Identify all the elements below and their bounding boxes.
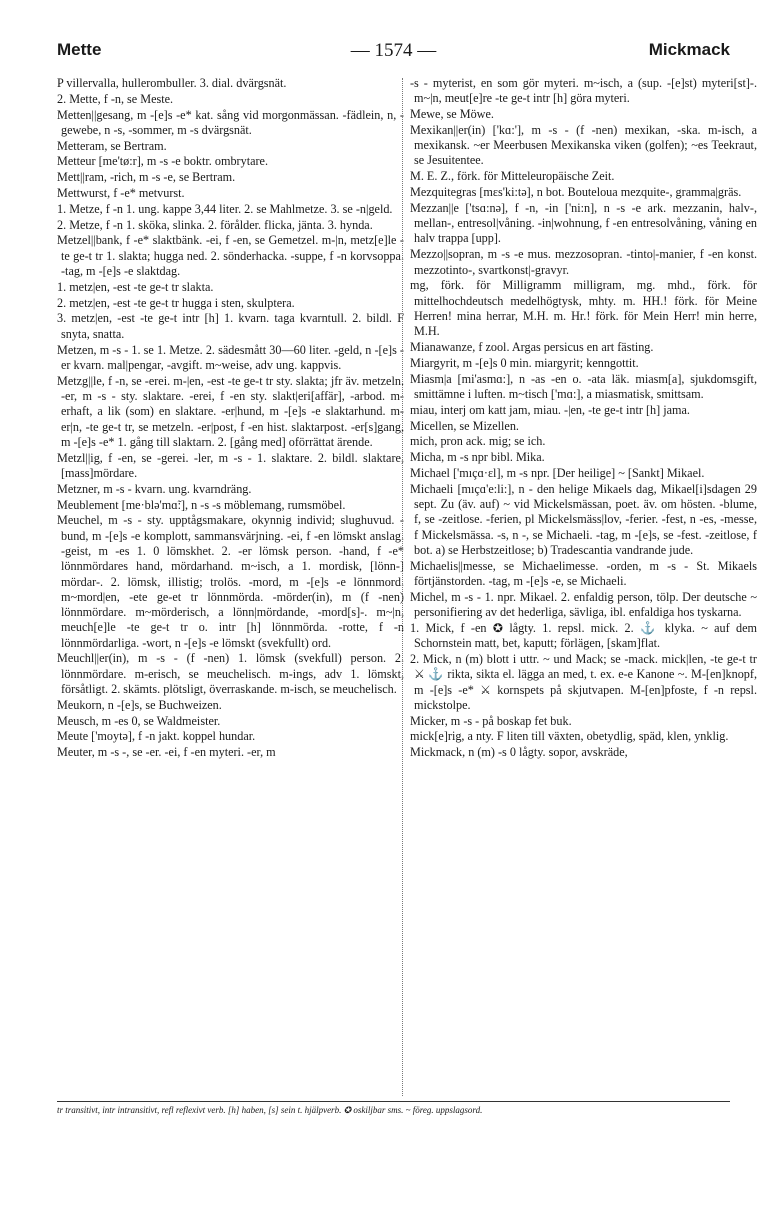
dictionary-entry: 2. Metze, f -n 1. sköka, slinka. 2. förålder. flicka, jänta. 3. hynda. <box>57 217 373 232</box>
dictionary-entry: mick[e]rig, a nty. F liten till växten, obetydlig, späd, klen, ynklig. <box>410 729 729 744</box>
header-right-guideword: Mickmack <box>648 40 730 59</box>
dictionary-entry: Meukorn, n -[e]s, se Buchweizen. <box>57 697 222 712</box>
dictionary-entry: Meusch, m -es 0, se Waldmeister. <box>57 713 221 728</box>
dictionary-entry: Miargyrit, m -[e]s 0 min. miargyrit; kenngottit. <box>410 355 639 370</box>
dictionary-entry: Metzg||le, f -n, se -erei. m-|en, -est -te ge-t tr sty. slakta; jfr äv. metzeln. -er, m -s - sty. slaktare. -erei, f -en sty. slakt|eri[affär], -arbod. m-erhaft, a lik (som) en slaktare. -er|hund, m -[e]s -e slaktarhund. m-er|n, -te ge-t tr, se metzeln. -er|post, f -en hist. slaktarpost. -er[s]gang, m -[e]s -e* 1. gång till slaktarn. 2. [gång med] oförrättat ärende. <box>57 373 404 449</box>
dictionary-entry: Micha, m -s npr bibl. Mika. <box>410 450 545 465</box>
dictionary-entry: Michaeli [mıçɑ'e:li:], n - den helige Mikaels dag, Mikael[i]sdagen 29 sept. Zu (äv. auf) ~ vid Mickelsmässan, poet. äv. om hösten. -blume, f, se -zeitlose. -ferien, pl Mickelsmäss|lov, -ferier. -fest, n -es, -messe, f Mickelsmässa. -s, n -, se Michaeli. -tag, m -[e]s, se -fest. -zeitlose, f bot. a) se Herbstzeitlose; b) Tradescantia vandrande jude. <box>410 481 757 557</box>
dictionary-entry: Metzl||ig, f -en, se -gerei. -ler, m -s - 1. slaktare. 2. bildl. slaktare, [mass]mördare. <box>57 450 404 480</box>
page-header <box>57 40 730 66</box>
dictionary-entry: Meuchel, m -s - sty. upptågsmakare, okynnig individ; slughuvud. -bund, m -[e]s -e komplott, sammansvärjning. -ei, f -en lömskt anslag. -geist, m -es 1. 0 lömskhet. 2. -er lömsk person. -hand, f -e* lönnmördares hand, mördarhand. m~isch, a 1. mordisk, [lönn-] mördar-. 2. lömsk, illistig; trolös. -mord, m -[e]s -e lönnmord. m~mord|en, -ete ge-et tr lönnmörda. -mörder(in), m (f -nen) lönnmördare. m~mörderisch, a lönn|mördande, -mord[s]-. m~|n, meuch[e]le -te ge-t tr o. intr [h] lönnmörda. -rotte, f -n lönnmördarliga. -wort, n -[e]s -e lömskt (svekfullt) ord. <box>57 513 404 650</box>
dictionary-entry: -s - myterist, en som gör myteri. m~isch, a (sup. -[e]st) myteri[st]-. m~|n, meut[e]re -te ge-t intr [h] göra myteri. <box>410 76 757 106</box>
right-column <box>410 76 757 1098</box>
dictionary-entry: Michel, m -s - 1. npr. Mikael. 2. enfaldig person, tölp. Der deutsche ~ personifiering av det hederliga, sävliga, ibl. enfaldiga hos tyskarna. <box>410 589 757 620</box>
page-number: — 1574 — <box>350 40 437 61</box>
dictionary-entry: Metten||gesang, m -[e]s -e* kat. sång vid morgonmässan. -fädlein, n, -gewebe, n -s, -sommer, m -s dvärgsnät. <box>57 107 404 137</box>
dictionary-entry: mich, pron ack. mig; se ich. <box>410 434 546 449</box>
dictionary-entry: Micker, m -s - på boskap fet buk. <box>410 713 572 728</box>
dictionary-entry: Mettwurst, f -e* metvurst. <box>57 186 185 201</box>
dictionary-entry: Mett||ram, -rich, m -s -e, se Bertram. <box>57 170 236 185</box>
dictionary-entry: Meuchl||er(in), m -s - (f -nen) 1. lömsk (svekfull) person. 2. lönnmördare. m-erisch, se meuchelisch. m-ings, adv 1. lömskt, försåtligt. 2. skämts. plötsligt, överraskande. m-isch, se meuchelisch. <box>57 651 404 697</box>
dictionary-entry: miau, interj om katt jam, miau. -|en, -te ge-t intr [h] jama. <box>410 402 690 417</box>
dictionary-entry: Metzen, m -s - 1. se 1. Metze. 2. sädesmått 30—60 liter. -geld, n -[e]s -er kvarn. mal|pengar, -avgift. m~weise, adv ung. kappvis. <box>57 342 404 372</box>
dictionary-entry: M. E. Z., förk. för Mitteleuropäische Zeit. <box>410 169 615 184</box>
dictionary-entry: Metteur [me'tø:r], m -s -e boktr. ombrytare. <box>57 154 269 169</box>
dictionary-entry: 1. Mick, f -en ✪ lågty. 1. repsl. mick. 2. ⚓ klyka. ~ auf dem Schornstein matt, bet, kaputt; förlägen, [skam]flat. <box>410 620 757 651</box>
dictionary-entry: Metzner, m -s - kvarn. ung. kvarndräng. <box>57 481 252 496</box>
dictionary-entry: Meuter, m -s -, se -er. -ei, f -en myteri. -er, m <box>57 745 276 760</box>
dictionary-entry: Mewe, se Möwe. <box>410 107 494 122</box>
dictionary-entry: Mezquitegras [mɛs'ki:tə], n bot. Bouteloua mezquite-, gramma|gräs. <box>410 185 742 200</box>
dictionary-entry: 1. metz|en, -est -te ge-t tr slakta. <box>57 279 214 294</box>
dictionary-entry: Mianawanze, f zool. Argas persicus en art fästing. <box>410 340 654 355</box>
left-column <box>57 76 404 1098</box>
dictionary-entry: Metteram, se Bertram. <box>57 138 167 153</box>
dictionary-entry: 1. Metze, f -n 1. ung. kappe 3,44 liter. 2. se Mahlmetze. 3. se -n|geld. <box>57 201 393 216</box>
dictionary-entry: Mexikan||er(in) ['kɑ:'], m -s - (f -nen) mexikan, -ska. m-isch, a mexikansk. ~er Meerbusen Mexikanska viken (golfen); ~es Teekraut, se Jesuitentee. <box>410 122 757 168</box>
dictionary-entry: 2. metz|en, -est -te ge-t tr hugga i sten, skulptera. <box>57 295 295 310</box>
dictionary-entry: Mezzo||sopran, m -s -e mus. mezzosopran. -tinto|-manier, f -en konst. mezzotinto-, svartkonst|-gravyr. <box>410 247 757 277</box>
dictionary-entry: Michael ['mıçɑ·ɛl], m -s npr. [Der heilige] ~ [Sankt] Mikael. <box>410 465 705 480</box>
dictionary-entry: Mickmack, n (m) -s 0 lågty. sopor, avskräde, <box>410 745 628 760</box>
dictionary-entry: Metzel||bank, f -e* slaktbänk. -ei, f -en, se Gemetzel. m-|n, metz[e]le -te ge-t tr 1. slakta; hugga ned. 2. sönderhacka. -suppe, f -n korvsoppa. -tag, m -[e]s -e slaktdag. <box>57 233 404 279</box>
dictionary-entry: 2. Mette, f -n, se Meste. <box>57 91 174 106</box>
dictionary-entry: Meute ['moytə], f -n jakt. koppel hundar. <box>57 729 256 744</box>
dictionary-entry: 3. metz|en, -est -te ge-t intr [h] 1. kvarn. taga kvarntull. 2. bildl. F snyta, snatta. <box>57 311 404 341</box>
dictionary-entry: mg, förk. för Milligramm milligram, mg. mhd., förk. för mittelhochdeutsch medelhögtysk, mhty. m. HH.! förk. för Meine Herren! mina herrar, M.H. m. Hr.! förk. för Mein Herr! min herre, M.H. <box>410 278 757 339</box>
column-divider <box>402 78 403 1096</box>
header-left-guideword: Mette <box>57 40 102 59</box>
abbreviation-legend: tr transitivt, intr intransitivt, refl reflexivt verb. [h] haben, [s] sein t. hjälpverb. ✪ oskiljbar sms. ~ föreg. uppslagsord. <box>57 1105 483 1115</box>
dictionary-entry: Meublement [me·blə'mɑ̃:], n -s -s möblemang, rumsmöbel. <box>57 497 346 512</box>
dictionary-entry: Micellen, se Mizellen. <box>410 418 519 433</box>
footer-divider <box>57 1101 730 1102</box>
dictionary-entry: Michaelis||messe, se Michaelimesse. -orden, m -s - St. Mikaels förtjänstorden. -tag, m -[e]s -e, se Michaeli. <box>410 558 757 588</box>
dictionary-entry: 2. Mick, n (m) blott i uttr. ~ und Mack; se -mack. mick|len, -te ge-t tr ⚔ ⚓ rikta, sikta el. lägga an med, t. ex. e-e Kanone ~. M-[en]knopf, m -[e]s -e* ⚔ kornspets på skjutvapen. M-[en]pfoste, f -n repsl. mickstolpe. <box>410 651 757 712</box>
dictionary-entry: P villervalla, hullerombuller. 3. dial. dvärgsnät. <box>57 76 287 90</box>
dictionary-entry: Mezzan||e ['tsɑ:nə], f -n, -in ['ni:n], n -s -e ark. mezzanin, halv-, mellan-, entresol|våning. -in|wohnung, f -en entresolvåning, våning en halv trappa [upp]. <box>410 200 757 246</box>
dictionary-entry: Miasm|a [mi'asmɑ:], n -as -en o. -ata läk. miasm[a], sjukdomsgift, smittämne i luften. m~tisch ['mɑ:], a miasmatisk, smittsam. <box>410 371 757 401</box>
